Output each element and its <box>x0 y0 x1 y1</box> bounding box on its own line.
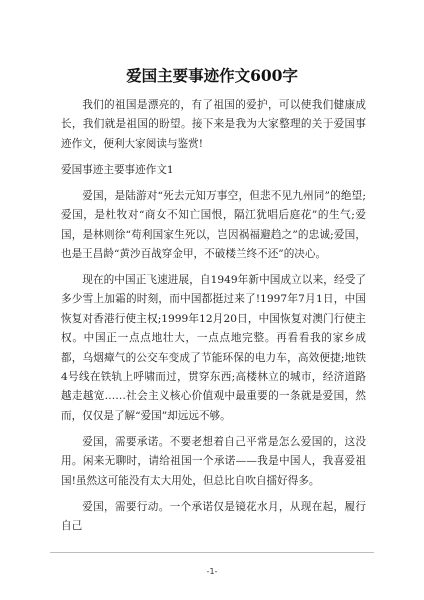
footer-divider <box>50 552 374 553</box>
intro-paragraph: 我们的祖国是漂亮的，有了祖国的爱护，可以使我们健康成长，我们就是祖国的盼望。接下来是我为大家整理的关于爱国事迹作文，便利大家阅读与鉴赏! <box>61 99 366 150</box>
body-paragraph: 现在的中国正飞速进展，自1949年新中国成立以来，经受了多少雪上加霜的时刻，而中国都挺过来了!1997年7月1日，中国恢复对香港行使主权;1999年12月20日，中国恢复对澳门行使主权。中国正一点点地壮大，一点点地完整。再看看我的家乡成都，乌烟瘴气的公交车变成了节能环保的电力车，高效便捷;地铁4号线在铁轨上呼啸而过，贯穿东西;高楼林立的城市，经济道路越走越宽……社会主义核心价值观中最重要的一条就是爱国，然而，仅仅是了解“爱国”却远远不够。 <box>61 274 366 422</box>
body-paragraph: 爱国，是陆游对“死去元知万事空，但悲不见九州同”的绝望;爱国，是杜牧对“商女不知亡国恨，隔江犹唱后庭花”的生气;爱国，是林则徐“苟利国家生死以，岂因祸福避趋之”的忠诚;爱国，也是王昌龄“黄沙百战穿金甲，不破楼兰终不还”的决心。 <box>61 189 366 261</box>
document-body <box>61 96 366 543</box>
document-title: 爱国主要事迹作文600字 <box>126 66 298 85</box>
body-paragraph: 爱国，需要行动。一个承诺仅是镜花水月，从现在起，履行自己 <box>61 500 366 533</box>
section-heading: 爱国事迹主要事迹作文1 <box>61 163 174 176</box>
body-paragraph: 爱国，需要承诺。不要老想着自己平常是怎么爱国的，这没用。闲来无聊时，请给祖国一个承诺——我是中国人，我喜爱祖国!虽然这可能没有太大用处，但总比自吹自擂好得多。 <box>61 435 366 487</box>
page-number: -1- <box>206 567 218 576</box>
